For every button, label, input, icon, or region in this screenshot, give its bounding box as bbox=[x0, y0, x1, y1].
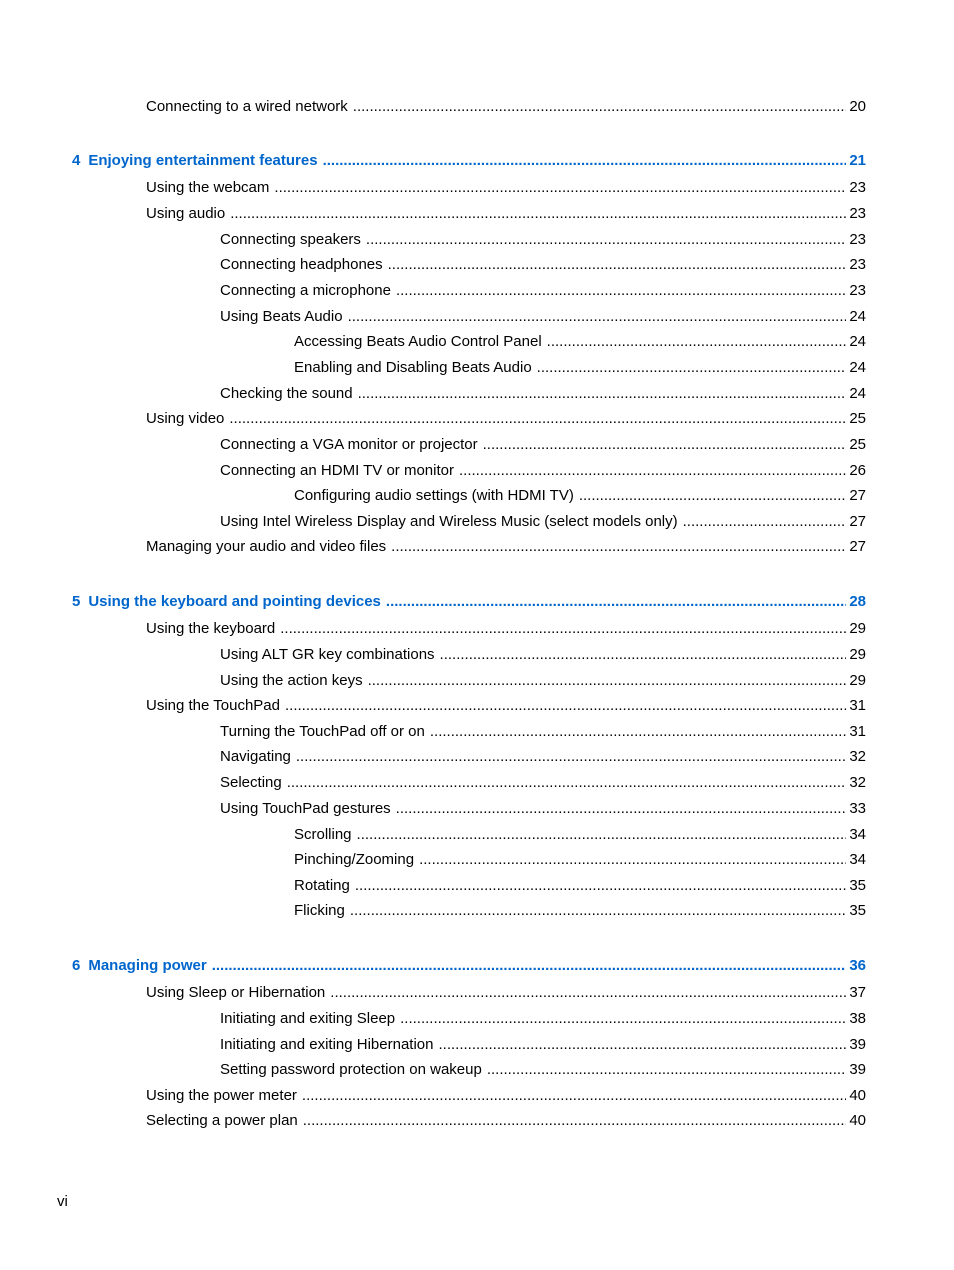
toc-page-number: 38 bbox=[849, 1010, 866, 1027]
toc-entry-title: Configuring audio settings (with HDMI TV) bbox=[294, 487, 574, 504]
toc-entry-title: Enjoying entertainment features bbox=[88, 152, 318, 169]
toc-page-number: 33 bbox=[849, 800, 866, 817]
toc-dot-leader bbox=[459, 462, 846, 480]
toc-entry-title: Navigating bbox=[220, 748, 291, 765]
toc-page-number: 27 bbox=[849, 513, 866, 530]
toc-page-number: 23 bbox=[849, 205, 866, 222]
toc-entry[interactable] bbox=[220, 723, 866, 741]
toc-entry-title: Rotating bbox=[294, 877, 350, 894]
toc-entry-title: Scrolling bbox=[294, 826, 352, 843]
toc-page-number: 25 bbox=[849, 410, 866, 427]
toc-page-number: 24 bbox=[849, 333, 866, 350]
toc-dot-leader bbox=[386, 593, 846, 611]
toc-entry[interactable] bbox=[220, 1010, 866, 1028]
toc-page-number: 29 bbox=[849, 672, 866, 689]
toc-entry[interactable] bbox=[146, 98, 866, 116]
toc-dot-leader bbox=[303, 1112, 847, 1130]
toc-chapter-number: 6 bbox=[72, 957, 81, 974]
toc-entry-title: Using ALT GR key combinations bbox=[220, 646, 435, 663]
toc-entry[interactable] bbox=[146, 1087, 866, 1105]
toc-dot-leader bbox=[323, 152, 847, 170]
toc-page-number: 34 bbox=[849, 826, 866, 843]
toc-page-number: 32 bbox=[849, 748, 866, 765]
toc-entry-title: Flicking bbox=[294, 902, 345, 919]
toc-page-number: 26 bbox=[849, 462, 866, 479]
footer-page-number: vi bbox=[57, 1193, 68, 1210]
toc-entry-title: Accessing Beats Audio Control Panel bbox=[294, 333, 542, 350]
toc-entry-title: Initiating and exiting Sleep bbox=[220, 1010, 396, 1027]
toc-dot-leader bbox=[358, 385, 847, 403]
toc-dot-leader bbox=[579, 487, 846, 505]
toc-entry-title: Using the keyboard bbox=[146, 620, 276, 637]
toc-page-number: 32 bbox=[849, 774, 866, 791]
toc-dot-leader bbox=[419, 851, 846, 869]
toc-page-number: 23 bbox=[849, 282, 866, 299]
toc-entry-title: Turning the TouchPad off or on bbox=[220, 723, 425, 740]
toc-dot-leader bbox=[348, 308, 847, 326]
toc-chapter-number: 4 bbox=[72, 152, 81, 169]
toc-dot-leader bbox=[440, 646, 847, 664]
toc-entry-title: Connecting a microphone bbox=[220, 282, 391, 299]
toc-entry[interactable] bbox=[146, 410, 866, 428]
toc-entry[interactable] bbox=[220, 774, 866, 792]
toc-page-number: 31 bbox=[849, 697, 866, 714]
toc-entry-title: Connecting to a wired network bbox=[146, 98, 348, 115]
toc-entry-title: Enabling and Disabling Beats Audio bbox=[294, 359, 532, 376]
toc-entry[interactable] bbox=[220, 513, 866, 531]
toc-entry[interactable] bbox=[294, 877, 866, 895]
toc-entry-title: Pinching/Zooming bbox=[294, 851, 415, 868]
toc-dot-leader bbox=[353, 98, 847, 116]
toc-entry-title: Using the power meter bbox=[146, 1087, 297, 1104]
toc-entry[interactable] bbox=[146, 620, 866, 638]
toc-dot-leader bbox=[302, 1087, 846, 1105]
toc-dot-leader bbox=[285, 697, 846, 715]
toc-dot-leader bbox=[229, 410, 846, 428]
toc-dot-leader bbox=[368, 672, 847, 690]
toc-page-number: 23 bbox=[849, 256, 866, 273]
toc-entry-title: Using TouchPad gestures bbox=[220, 800, 391, 817]
toc-dot-leader bbox=[212, 957, 847, 975]
toc-entry[interactable] bbox=[220, 308, 866, 326]
toc-entry[interactable] bbox=[220, 646, 866, 664]
toc-dot-leader bbox=[357, 826, 847, 844]
toc-dot-leader bbox=[366, 231, 846, 249]
toc-entry-title: Managing power bbox=[88, 957, 207, 974]
toc-page-number: 29 bbox=[849, 646, 866, 663]
toc-dot-leader bbox=[396, 800, 847, 818]
toc-chapter-entry[interactable] bbox=[72, 152, 866, 170]
toc-entry-title: Selecting bbox=[220, 774, 282, 791]
toc-entry[interactable] bbox=[220, 800, 866, 818]
toc-page-number: 36 bbox=[849, 957, 866, 974]
toc-entry-title: Using the action keys bbox=[220, 672, 363, 689]
toc-entry[interactable] bbox=[220, 462, 866, 480]
toc-dot-leader bbox=[296, 748, 846, 766]
toc-entry[interactable] bbox=[220, 436, 866, 454]
toc-entry-title: Setting password protection on wakeup bbox=[220, 1061, 482, 1078]
toc-entry[interactable] bbox=[146, 1112, 866, 1130]
toc-dot-leader bbox=[274, 179, 846, 197]
toc-entry-title: Using Intel Wireless Display and Wireless Music (select models only) bbox=[220, 513, 678, 530]
toc-entry[interactable] bbox=[294, 359, 866, 377]
toc-entry-title: Using Beats Audio bbox=[220, 308, 343, 325]
toc-dot-leader bbox=[330, 984, 846, 1002]
toc-dot-leader bbox=[350, 902, 846, 920]
toc-entry[interactable] bbox=[220, 1036, 866, 1054]
toc-entry[interactable] bbox=[220, 256, 866, 274]
toc-page-number: 28 bbox=[849, 593, 866, 610]
toc-entry[interactable] bbox=[220, 385, 866, 403]
toc-entry[interactable] bbox=[146, 538, 866, 556]
toc-entry[interactable] bbox=[294, 902, 866, 920]
toc-entry-title: Connecting headphones bbox=[220, 256, 383, 273]
toc-page-number: 27 bbox=[849, 538, 866, 555]
toc-entry[interactable] bbox=[220, 1061, 866, 1079]
toc-page-number: 31 bbox=[849, 723, 866, 740]
toc-dot-leader bbox=[438, 1036, 846, 1054]
toc-entry[interactable] bbox=[294, 487, 866, 505]
toc-chapter-number: 5 bbox=[72, 593, 81, 610]
toc-page-number: 35 bbox=[849, 877, 866, 894]
toc-entry[interactable] bbox=[294, 851, 866, 869]
toc-entry-title: Selecting a power plan bbox=[146, 1112, 298, 1129]
toc-entry-title: Using the webcam bbox=[146, 179, 270, 196]
toc-entry[interactable] bbox=[220, 748, 866, 766]
toc-entry-title: Connecting speakers bbox=[220, 231, 361, 248]
toc-entry[interactable] bbox=[294, 333, 866, 351]
toc-page-number: 24 bbox=[849, 359, 866, 376]
toc-dot-leader bbox=[280, 620, 846, 638]
toc-page-number: 23 bbox=[849, 179, 866, 196]
toc-dot-leader bbox=[483, 436, 847, 454]
toc-entry-title: Checking the sound bbox=[220, 385, 353, 402]
toc-page-number: 21 bbox=[849, 152, 866, 169]
toc-page-number: 23 bbox=[849, 231, 866, 248]
toc-page-number: 24 bbox=[849, 308, 866, 325]
toc-entry-title: Managing your audio and video files bbox=[146, 538, 387, 555]
toc-entry[interactable] bbox=[220, 231, 866, 249]
toc-page-number: 25 bbox=[849, 436, 866, 453]
toc-page-number: 40 bbox=[849, 1087, 866, 1104]
toc-entry[interactable] bbox=[220, 282, 866, 300]
toc-dot-leader bbox=[430, 723, 846, 741]
toc-entry[interactable] bbox=[146, 179, 866, 197]
toc-entry[interactable] bbox=[146, 984, 866, 1002]
toc-entry-title: Using Sleep or Hibernation bbox=[146, 984, 326, 1001]
toc-page-number: 34 bbox=[849, 851, 866, 868]
toc-page-number: 20 bbox=[849, 98, 866, 115]
toc-dot-leader bbox=[547, 333, 847, 351]
toc-dot-leader bbox=[683, 513, 847, 531]
toc-entry-title: Using the keyboard and pointing devices bbox=[88, 593, 381, 610]
toc-dot-leader bbox=[537, 359, 847, 377]
toc-entry-title: Using video bbox=[146, 410, 225, 427]
toc-chapter-entry[interactable] bbox=[72, 957, 866, 975]
toc-dot-leader bbox=[400, 1010, 846, 1028]
toc-dot-leader bbox=[230, 205, 846, 223]
toc-entry[interactable] bbox=[294, 826, 866, 844]
toc-page-number: 24 bbox=[849, 385, 866, 402]
toc-chapter-entry[interactable] bbox=[72, 593, 866, 611]
toc-dot-leader bbox=[355, 877, 846, 895]
toc-entry-title: Using the TouchPad bbox=[146, 697, 280, 714]
toc-entry[interactable] bbox=[146, 697, 866, 715]
toc-page-number: 35 bbox=[849, 902, 866, 919]
toc-dot-leader bbox=[388, 256, 847, 274]
toc-dot-leader bbox=[396, 282, 846, 300]
toc-dot-leader bbox=[391, 538, 846, 556]
toc-page-number: 40 bbox=[849, 1112, 866, 1129]
toc-page-number: 29 bbox=[849, 620, 866, 637]
toc-entry[interactable] bbox=[220, 672, 866, 690]
toc-page-number: 27 bbox=[849, 487, 866, 504]
toc-entry-title: Connecting a VGA monitor or projector bbox=[220, 436, 478, 453]
toc-entry-title: Initiating and exiting Hibernation bbox=[220, 1036, 434, 1053]
toc-page-number: 39 bbox=[849, 1061, 866, 1078]
toc-page-number: 37 bbox=[849, 984, 866, 1001]
toc-entry[interactable] bbox=[146, 205, 866, 223]
toc-entry-title: Connecting an HDMI TV or monitor bbox=[220, 462, 454, 479]
toc-page-number: 39 bbox=[849, 1036, 866, 1053]
toc-entry-title: Using audio bbox=[146, 205, 226, 222]
toc-dot-leader bbox=[487, 1061, 846, 1079]
toc-dot-leader bbox=[287, 774, 847, 792]
